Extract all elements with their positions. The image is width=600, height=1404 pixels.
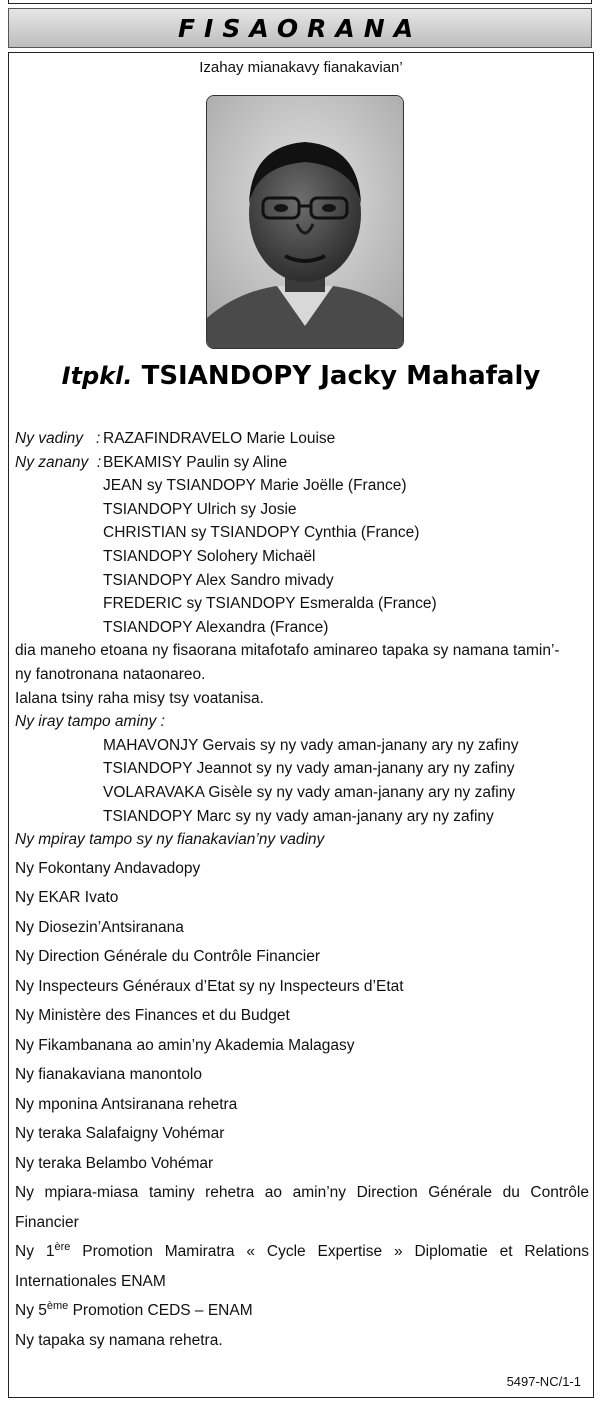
name-prefix: Itpkl. xyxy=(61,362,133,390)
list-item: Ny teraka Belambo Vohémar xyxy=(15,1154,214,1172)
child-item: TSIANDOPY Alexandra (France) xyxy=(103,618,329,636)
list-item: Ny fianakaviana manontolo xyxy=(15,1066,202,1084)
deceased-name xyxy=(9,361,593,391)
promo-1-item: Ny 1ère Promotion Mamiratra « Cycle Expertise » Diplomatie et Relations Internationales ENAM xyxy=(15,1241,590,1290)
header-banner xyxy=(8,8,592,48)
list-item: Ny Ministère des Finances et du Budget xyxy=(15,1007,290,1025)
child-item: TSIANDOPY Solohery Michaël xyxy=(103,547,316,565)
list-item: Ny mponina Antsiranana rehetra xyxy=(15,1095,238,1113)
header-title: FISAORANA xyxy=(177,13,423,43)
child-item: JEAN sy TSIANDOPY Marie Joëlle (France) xyxy=(103,477,407,495)
thanks-line: ny fanotronana nataonareo. xyxy=(15,665,206,683)
list-item: Ny Diosezin’Antsiranana xyxy=(15,918,184,936)
list-item: Ny Direction Générale du Contrôle Financier xyxy=(15,948,320,966)
sibling-item: TSIANDOPY Jeannot sy ny vady aman-janany ary ny zafiny xyxy=(103,760,515,778)
organization-list xyxy=(15,854,589,1356)
closing-text: Ny tapaka sy namana rehetra. xyxy=(15,1331,223,1349)
child-item: TSIANDOPY Ulrich sy Josie xyxy=(103,500,297,518)
children-row xyxy=(15,451,589,475)
reference-code: 5497-NC/1-1 xyxy=(506,1374,581,1389)
portrait-image xyxy=(207,96,403,348)
notice-frame xyxy=(8,52,594,1398)
siblings-label: Ny iray tampo aminy : xyxy=(15,713,165,731)
spouse-value: RAZAFINDRAVELO Marie Louise xyxy=(103,430,336,447)
sibling-item: VOLARAVAKA Gisèle sy ny vady aman-janany ary ny zafiny xyxy=(103,783,516,801)
intro-text: Izahay mianakavy fianakavian’ xyxy=(199,59,403,76)
list-item: Ny Fokontany Andavadopy xyxy=(15,859,201,877)
name-text: TSIANDOPY Jacky Mahafaly xyxy=(141,361,541,391)
spouse-row xyxy=(15,427,589,451)
notice-body xyxy=(15,427,589,1355)
list-item: Ny teraka Salafaigny Vohémar xyxy=(15,1125,225,1143)
sibling-item: MAHAVONJY Gervais sy ny vady aman-janany ary ny zafiny xyxy=(103,736,519,754)
sibling-item: TSIANDOPY Marc sy ny vady aman-janany ary ny zafiny xyxy=(103,807,494,825)
children-label: Ny zanany : xyxy=(15,453,102,471)
in-laws-label: Ny mpiray tampo sy ny fianakavian’ny vadiny xyxy=(15,831,325,849)
child-item: CHRISTIAN sy TSIANDOPY Cynthia (France) xyxy=(103,524,420,542)
child-item: FREDERIC sy TSIANDOPY Esmeralda (France) xyxy=(103,595,437,613)
list-item: Ny EKAR Ivato xyxy=(15,889,119,907)
portrait-photo xyxy=(206,95,404,349)
list-item: Ny mpiara-miasa taminy rehetra ao amin’ny Direction Générale du Contrôle Financier xyxy=(15,1184,589,1231)
top-rule xyxy=(8,0,592,4)
thanks-line: dia maneho etoana ny fisaorana mitafotafo aminareo tapaka sy namana tamin’- xyxy=(15,642,560,660)
child-item: BEKAMISY Paulin sy Aline xyxy=(103,453,288,471)
spouse-label: Ny vadiny : xyxy=(15,430,101,447)
child-item: TSIANDOPY Alex Sandro mivady xyxy=(103,571,334,589)
list-item: Ny Fikambanana ao amin’ny Akademia Malagasy xyxy=(15,1036,355,1054)
list-item: Ny Inspecteurs Généraux d’Etat sy ny Inspecteurs d’Etat xyxy=(15,977,404,995)
apology-text: Ialana tsiny raha misy tsy voatanisa. xyxy=(15,689,264,707)
promo-5-item: Ny 5ème Promotion CEDS – ENAM xyxy=(15,1300,253,1320)
